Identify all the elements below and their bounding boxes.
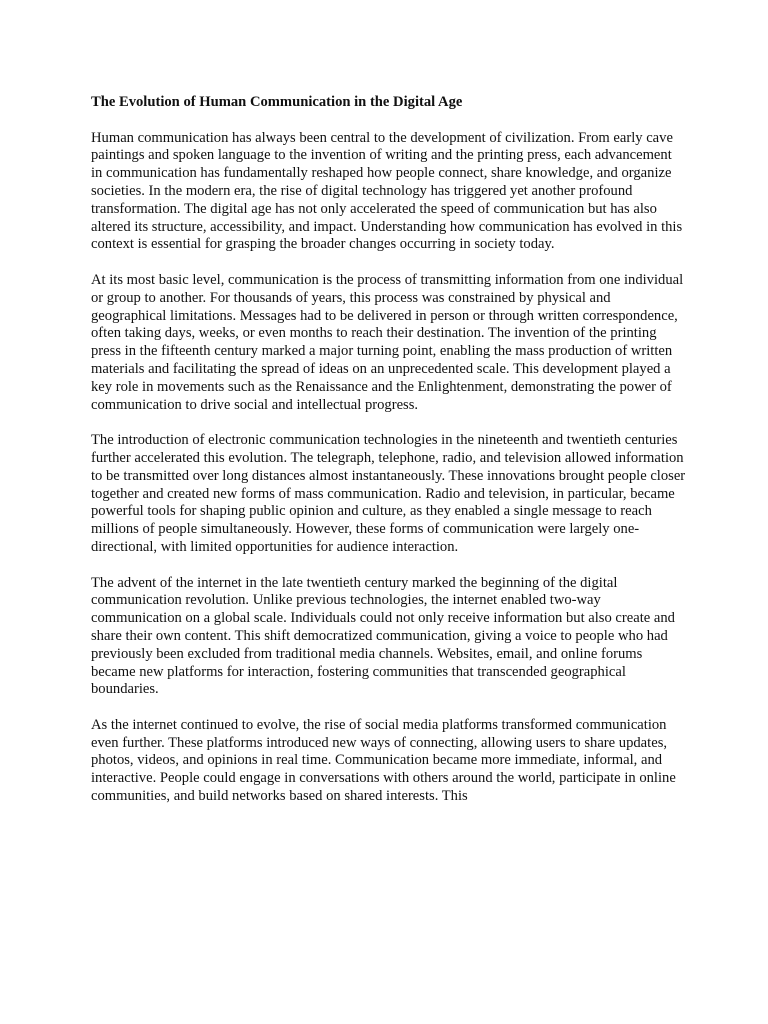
paragraph-1: Human communication has always been central to the development of civilization. From early cave paintings and spoken language to the invention of writing and the printing press, each advancement in communication has fundamentally reshaped how people connect, share knowledge, and organize societies. In the modern era, the rise of digital technology has triggered yet another profound transformation. The digital age has not only accelerated the speed of communication but has also altered its structure, accessibility, and impact. Understanding how communication has evolved in this context is essential for grasping the broader changes occurring in society today. — [91, 129, 683, 253]
document-body — [91, 94, 686, 824]
paragraph-5: As the internet continued to evolve, the rise of social media platforms transformed communication even further. These platforms introduced new ways of connecting, allowing users to share updates, photos, videos, and opinions in real time. Communication became more immediate, informal, and interactive. People could engage in conversations with others around the world, participate in online communities, and build networks based on shared interests. This — [91, 716, 676, 805]
document-title: The Evolution of Human Communication in the Digital Age — [91, 94, 463, 110]
paragraph-2: At its most basic level, communication is the process of transmitting information from one individual or group to another. For thousands of years, this process was constrained by physical and geographical limitations. Messages had to be delivered in person or through written correspondence, often taking days, weeks, or even months to reach their destination. The invention of the printing press in the fifteenth century marked a major turning point, enabling the mass production of written materials and facilitating the spread of ideas on an unprecedented scale. This development played a key role in movements such as the Renaissance and the Enlightenment, demonstrating the power of communication to drive social and intellectual progress. — [91, 271, 684, 413]
paragraph-4: The advent of the internet in the late twentieth century marked the beginning of the digital communication revolution. Unlike previous technologies, the internet enabled two-way communication on a global scale. Individuals could not only receive information but also create and share their own content. This shift democratized communication, giving a voice to people who had previously been excluded from traditional media channels. Websites, email, and online forums became new platforms for interaction, fostering communities that transcended geographical boundaries. — [91, 574, 675, 698]
paragraph-3: The introduction of electronic communication technologies in the nineteenth and twentieth centuries further accelerated this evolution. The telegraph, telephone, radio, and television allowed information to be transmitted over long distances almost instantaneously. These innovations brought people closer together and created new forms of mass communication. Radio and television, in particular, became powerful tools for shaping public opinion and culture, as they enabled a single message to reach millions of people simultaneously. However, these forms of communication were largely one-directional, with limited opportunities for audience interaction. — [91, 432, 686, 555]
